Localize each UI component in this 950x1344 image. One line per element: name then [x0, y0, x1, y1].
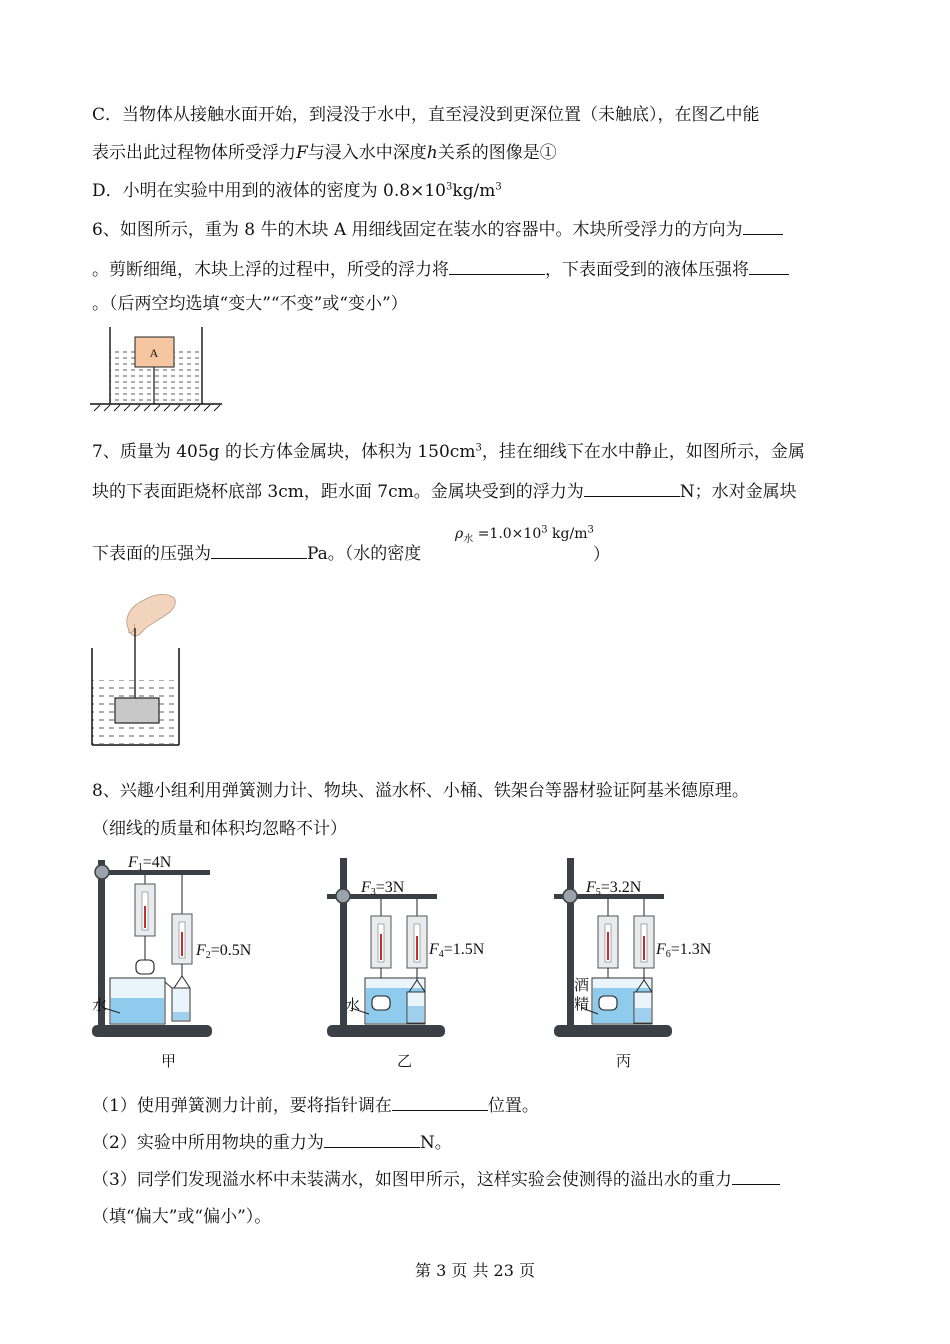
force-label-f1: F1=4N	[128, 854, 172, 873]
q6-blank-1	[743, 216, 783, 235]
force-label-f4: F4=1.5N	[429, 941, 485, 960]
q6-blank-2	[449, 256, 545, 275]
liquid-label: 水	[345, 998, 361, 1014]
clamp-icon	[336, 889, 350, 903]
force-label-f6: F6=1.3N	[656, 941, 712, 960]
q8-blank-2	[324, 1129, 420, 1148]
liquid-label: 水	[92, 998, 108, 1014]
force-label-f2: F2=0.5N	[196, 942, 252, 961]
q7-line1: 7、质量为 405g 的长方体金属块，体积为 $150cm^3$，挂在细线下在水中静止，如图所示，金属	[92, 442, 805, 462]
q5-option-c-line2: 表示出此过程物体所受浮力F与浸入水中深度h关系的图像是①	[92, 143, 557, 163]
q8-figure-yi	[325, 848, 500, 1044]
block-label: A	[149, 346, 159, 360]
q8-sub3-line2: （填“偏大”或“偏小”）。	[92, 1207, 272, 1227]
stand-base	[92, 1025, 212, 1037]
liquid-label-2: 精	[574, 997, 590, 1013]
q7-close-paren: ）	[593, 545, 610, 565]
q8-sub3-line1: （3）同学们发现溢水杯中未装满水，如图甲所示，这样实验会使测得的溢出水的重力	[92, 1166, 780, 1192]
q6-line3: 。（后两空均选填“变大”“不变”或“变小”）	[92, 294, 408, 314]
clamp-icon	[95, 865, 109, 879]
stand-rod	[567, 858, 574, 1028]
liquid-label-1: 酒	[574, 978, 590, 994]
page-footer: 第 3 页 共 23 页	[415, 1261, 535, 1280]
q6-line2: 。剪断细绳，木块上浮的过程中，所受的浮力将 ，下表面受到的液体压强将	[92, 256, 789, 282]
object-block	[136, 960, 154, 974]
q7-line3: 下表面的压强为 Pa。（水的密度	[92, 540, 421, 566]
object-block	[599, 996, 617, 1010]
force-label-f3: F3=3N	[361, 879, 405, 898]
clamp-icon	[563, 889, 577, 903]
caption-yi: 乙	[397, 1052, 413, 1070]
q6-blank-3	[749, 256, 789, 275]
q8-figure-bing	[552, 848, 727, 1044]
q8-blank-1	[392, 1092, 488, 1111]
q8-line1: 8、兴趣小组利用弹簧测力计、物块、溢水杯、小桶、铁架台等器材验证阿基米德原理。	[92, 781, 749, 801]
q7-line2: 块的下表面距烧杯底部 3cm，距水面 7cm。金属块受到的浮力为 N；水对金属块	[92, 478, 797, 504]
q8-sub1: （1）使用弹簧测力计前，要将指针调在 位置。	[92, 1092, 539, 1118]
q8-line2: （细线的质量和体积均忽略不计）	[92, 819, 347, 839]
water-density-formula: $\rho_水 =1.0\times 10^3$ $kg/m^3$	[455, 524, 594, 545]
force-label-f5: F5=3.2N	[586, 879, 642, 898]
q7-blank-2	[211, 540, 307, 559]
q6-line1: 6、如图所示，重为 8 牛的木块 A 用细线固定在装水的容器中。木块所受浮力的方向为	[92, 216, 783, 242]
q8-sub2: （2）实验中所用物块的重力为 N。	[92, 1129, 452, 1155]
q8-blank-3	[732, 1166, 780, 1185]
metal-block	[115, 698, 159, 723]
q7-beaker-diagram	[88, 588, 188, 750]
q5-option-c-line1: C．当物体从接触水面开始，到浸没于水中，直至浸没到更深位置（未触底），在图乙中能	[92, 105, 760, 125]
q5-option-d: D．小明在实验中用到的液体的密度为 $0.8\times 10^3kg/m^3$	[92, 181, 502, 201]
object-block	[372, 996, 390, 1010]
q6-container-diagram	[90, 325, 225, 413]
caption-bing: 丙	[616, 1052, 632, 1070]
q7-blank-1	[584, 478, 680, 497]
q8-figure-jia	[90, 848, 265, 1044]
caption-jia: 甲	[161, 1052, 177, 1070]
